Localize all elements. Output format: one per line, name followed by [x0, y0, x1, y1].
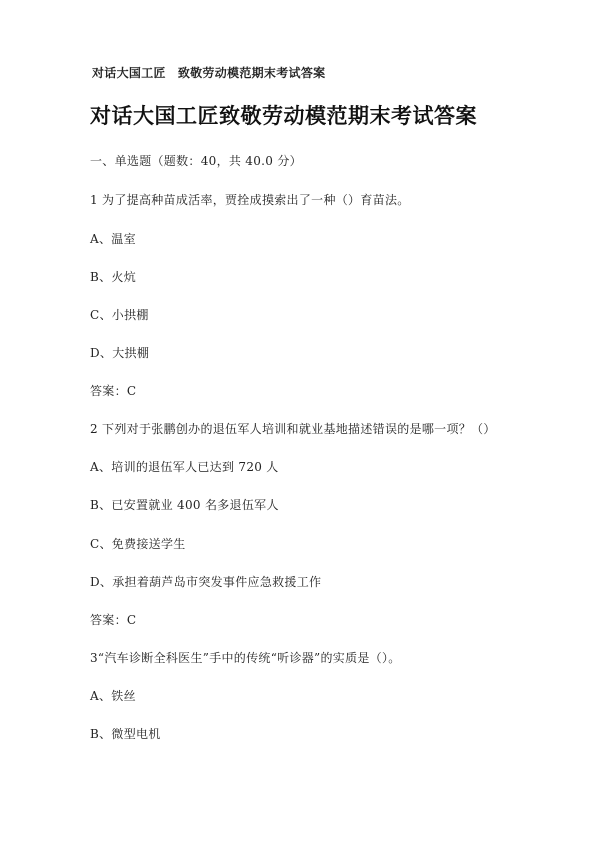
question-3-stem: 3“汽车诊断全科医生”手中的传统“听诊器”的实质是（）。 [90, 651, 401, 665]
question-2-option-d: D、承担着葫芦岛市突发事件应急救援工作 [90, 575, 322, 589]
question-1-option-a: A、温室 [90, 232, 136, 246]
question-1-stem: 1 为了提高种苗成活率，贾拴成摸索出了一种（）育苗法。 [90, 193, 410, 207]
page-header [92, 64, 325, 81]
section-heading: 一、单选题（题数：40，共 40.0 分） [90, 154, 302, 168]
question-1-option-b: B、火炕 [90, 270, 137, 284]
question-2-option-c: C、免费接送学生 [90, 537, 186, 551]
question-1-answer: 答案：C [90, 384, 137, 398]
question-2-stem: 2 下列对于张鹏创办的退伍军人培训和就业基地描述错误的是哪一项？（） [90, 422, 496, 436]
question-3-option-b: B、微型电机 [90, 727, 161, 741]
header-right: 致敬劳动模范期末考试答案 [177, 66, 326, 80]
question-2-option-a: A、培训的退伍军人已达到 720 人 [90, 460, 279, 474]
header-left: 对话大国工匠 [92, 66, 166, 80]
question-2-answer: 答案：C [90, 613, 137, 627]
question-1-option-c: C、小拱棚 [90, 308, 149, 322]
question-3-option-a: A、铁丝 [90, 689, 136, 703]
page-title: 对话大国工匠致敬劳动模范期末考试答案 [90, 103, 477, 128]
question-2-option-b: B、已安置就业 400 名多退伍军人 [90, 498, 279, 512]
question-1-option-d: D、大拱棚 [90, 346, 150, 360]
